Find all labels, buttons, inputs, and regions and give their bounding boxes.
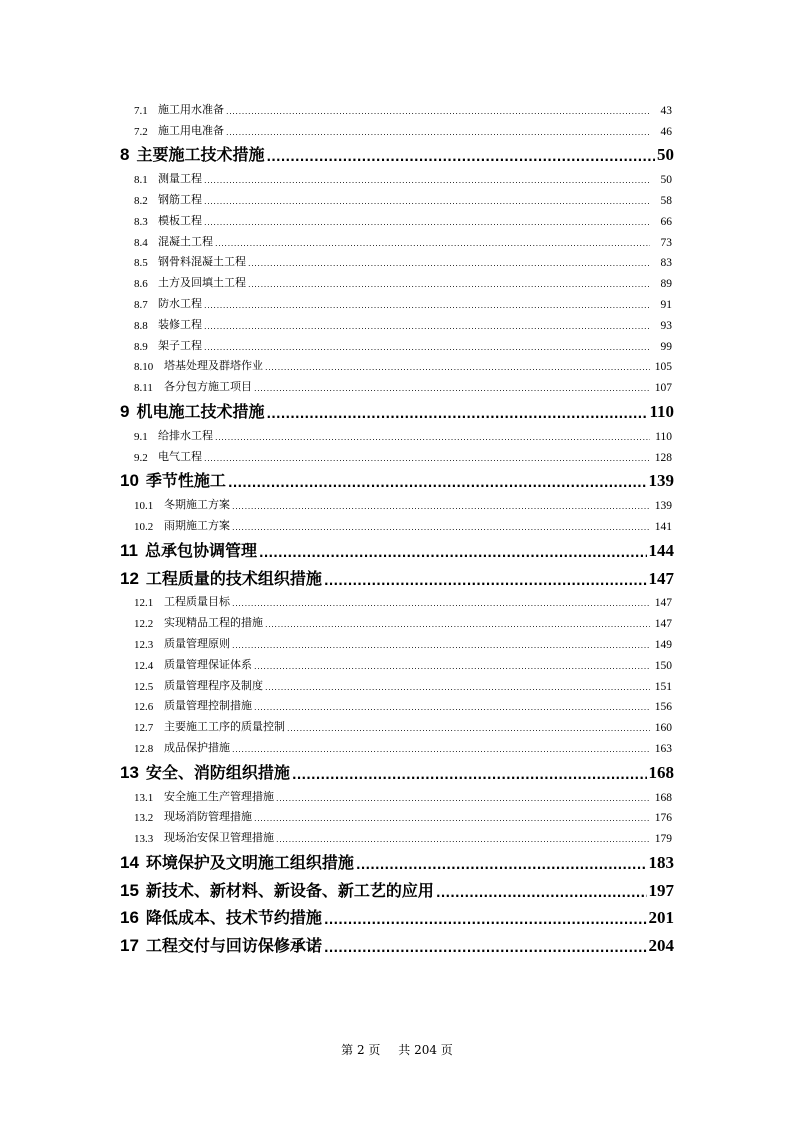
toc-entry-title: 钢筋工程 xyxy=(158,192,202,206)
toc-entry-page-number: 197 xyxy=(648,880,674,900)
toc-entry-page-number: 99 xyxy=(652,341,674,353)
toc-entry-title: 测量工程 xyxy=(158,172,202,186)
toc-section-entry[interactable] xyxy=(120,249,674,270)
toc-chapter-entry[interactable] xyxy=(120,561,674,589)
toc-entry-title: 降低成本、技术节约措施 xyxy=(146,905,322,928)
toc-dot-leader xyxy=(254,700,650,713)
toc-entry-page-number: 46 xyxy=(652,126,674,138)
toc-section-entry[interactable] xyxy=(120,609,674,630)
toc-entry-page-number: 128 xyxy=(652,452,674,464)
toc-entry-title: 架子工程 xyxy=(158,338,202,352)
toc-section-entry[interactable] xyxy=(120,512,674,533)
toc-entry-page-number: 149 xyxy=(652,639,674,651)
toc-entry-page-number: 66 xyxy=(652,216,674,228)
toc-entry-number: 12.5 xyxy=(134,681,160,693)
toc-dot-leader xyxy=(324,570,647,589)
toc-entry-number: 9.2 xyxy=(134,452,154,464)
toc-section-entry[interactable] xyxy=(120,672,674,693)
toc-entry-title: 施工用水准备 xyxy=(158,102,224,116)
toc-section-entry[interactable] xyxy=(120,332,674,353)
toc-entry-title: 主要施工技术措施 xyxy=(136,142,264,165)
toc-entry-title: 安全、消防组织措施 xyxy=(146,760,290,783)
toc-entry-title: 主要施工工序的质量控制 xyxy=(164,720,285,734)
toc-dot-leader xyxy=(276,791,650,804)
toc-entry-number: 8.2 xyxy=(134,195,154,207)
toc-entry-page-number: 93 xyxy=(652,320,674,332)
toc-entry-page-number: 176 xyxy=(652,812,674,824)
toc-entry-title: 给排水工程 xyxy=(158,428,213,442)
toc-section-entry[interactable] xyxy=(120,353,674,374)
toc-section-entry[interactable] xyxy=(120,589,674,610)
toc-section-entry[interactable] xyxy=(120,373,674,394)
toc-dot-leader xyxy=(276,832,650,845)
toc-entry-page-number: 147 xyxy=(652,597,674,609)
toc-entry-title: 质量管理控制措施 xyxy=(164,699,252,713)
toc-entry-number: 12.6 xyxy=(134,701,160,713)
toc-entry-title: 质量管理原则 xyxy=(164,636,230,650)
toc-entry-page-number: 147 xyxy=(648,568,674,588)
toc-entry-title: 总承包协调管理 xyxy=(145,538,257,561)
toc-dot-leader xyxy=(265,617,650,630)
toc-entry-title: 雨期施工方案 xyxy=(164,518,230,532)
toc-entry-title: 电气工程 xyxy=(158,449,202,463)
toc-entry-page-number: 144 xyxy=(648,540,674,560)
toc-entry-number: 12.8 xyxy=(134,743,160,755)
toc-chapter-entry[interactable] xyxy=(120,755,674,783)
toc-entry-page-number: 50 xyxy=(652,174,674,186)
toc-chapter-entry[interactable] xyxy=(120,533,674,561)
toc-entry-page-number: 168 xyxy=(648,762,674,782)
toc-dot-leader xyxy=(266,403,647,422)
toc-dot-leader xyxy=(204,215,650,228)
toc-entry-number: 10.2 xyxy=(134,521,160,533)
toc-dot-leader xyxy=(265,680,650,693)
toc-dot-leader xyxy=(324,937,647,956)
toc-dot-leader xyxy=(232,638,650,651)
toc-entry-page-number: 151 xyxy=(652,681,674,693)
toc-entry-page-number: 160 xyxy=(652,722,674,734)
toc-entry-title: 工程质量的技术组织措施 xyxy=(146,566,322,589)
toc-entry-title: 塔基处理及群塔作业 xyxy=(164,359,263,373)
toc-dot-leader xyxy=(292,764,647,783)
toc-chapter-entry[interactable] xyxy=(120,138,674,166)
toc-entry-number: 8.6 xyxy=(134,278,154,290)
toc-entry-page-number: 147 xyxy=(652,618,674,630)
toc-entry-page-number: 58 xyxy=(652,195,674,207)
toc-section-entry[interactable] xyxy=(120,804,674,825)
toc-section-entry[interactable] xyxy=(120,651,674,672)
toc-dot-leader xyxy=(248,277,650,290)
toc-entry-page-number: 105 xyxy=(652,361,674,373)
toc-entry-title: 施工用电准备 xyxy=(158,123,224,137)
toc-entry-number: 15 xyxy=(120,880,139,900)
toc-entry-number: 8.5 xyxy=(134,257,154,269)
toc-entry-title: 环境保护及文明施工组织措施 xyxy=(146,850,354,873)
toc-entry-number: 12.2 xyxy=(134,618,160,630)
toc-entry-number: 8.8 xyxy=(134,320,154,332)
toc-chapter-entry[interactable] xyxy=(120,901,674,929)
toc-dot-leader xyxy=(204,451,650,464)
toc-entry-number: 10.1 xyxy=(134,500,160,512)
toc-entry-title: 各分包方施工项目 xyxy=(164,380,252,394)
toc-section-entry[interactable] xyxy=(120,713,674,734)
toc-dot-leader xyxy=(226,104,650,117)
toc-entry-number: 14 xyxy=(120,852,139,872)
toc-entry-number: 13 xyxy=(120,762,139,782)
toc-dot-leader xyxy=(254,811,650,824)
toc-dot-leader xyxy=(436,882,647,901)
toc-dot-leader xyxy=(254,659,650,672)
toc-entry-number: 12.3 xyxy=(134,639,160,651)
toc-entry-page-number: 110 xyxy=(652,431,674,443)
toc-section-entry[interactable] xyxy=(120,630,674,651)
toc-entry-number: 8.9 xyxy=(134,341,154,353)
toc-dot-leader xyxy=(248,256,650,269)
toc-section-entry[interactable] xyxy=(120,117,674,138)
toc-section-entry[interactable] xyxy=(120,186,674,207)
current-page-label: 第 2 页 xyxy=(341,1043,381,1057)
toc-section-entry[interactable] xyxy=(120,824,674,845)
toc-dot-leader xyxy=(266,146,655,165)
toc-section-entry[interactable] xyxy=(120,228,674,249)
toc-dot-leader xyxy=(204,298,650,311)
toc-dot-leader xyxy=(259,542,647,561)
toc-dot-leader xyxy=(265,360,650,373)
table-of-contents xyxy=(120,96,674,956)
toc-section-entry[interactable] xyxy=(120,443,674,464)
toc-dot-leader xyxy=(232,520,650,533)
toc-entry-page-number: 43 xyxy=(652,105,674,117)
toc-entry-page-number: 89 xyxy=(652,278,674,290)
toc-section-entry[interactable] xyxy=(120,783,674,804)
page-footer xyxy=(0,1041,794,1058)
toc-dot-leader xyxy=(356,854,647,873)
toc-entry-number: 10 xyxy=(120,471,139,491)
toc-entry-number: 7.2 xyxy=(134,126,154,138)
toc-entry-page-number: 50 xyxy=(657,145,674,165)
toc-entry-page-number: 156 xyxy=(652,701,674,713)
toc-dot-leader xyxy=(204,340,650,353)
toc-entry-page-number: 139 xyxy=(648,471,674,491)
toc-entry-page-number: 150 xyxy=(652,660,674,672)
toc-dot-leader xyxy=(215,430,650,443)
toc-chapter-entry[interactable] xyxy=(120,464,674,492)
toc-entry-number: 13.2 xyxy=(134,812,160,824)
toc-entry-page-number: 107 xyxy=(652,382,674,394)
total-pages-label: 共 204 页 xyxy=(398,1043,453,1057)
toc-entry-title: 模板工程 xyxy=(158,213,202,227)
toc-entry-title: 实现精品工程的措施 xyxy=(164,616,263,630)
toc-entry-number: 12.7 xyxy=(134,722,160,734)
toc-entry-number: 12 xyxy=(120,568,139,588)
toc-entry-page-number: 201 xyxy=(648,908,674,928)
toc-dot-leader xyxy=(228,472,647,491)
toc-section-entry[interactable] xyxy=(120,96,674,117)
toc-dot-leader xyxy=(226,125,650,138)
toc-entry-title: 质量管理程序及制度 xyxy=(164,678,263,692)
toc-chapter-entry[interactable] xyxy=(120,928,674,956)
toc-section-entry[interactable] xyxy=(120,165,674,186)
toc-section-entry[interactable] xyxy=(120,269,674,290)
toc-chapter-entry[interactable] xyxy=(120,873,674,901)
toc-entry-title: 成品保护措施 xyxy=(164,740,230,754)
toc-dot-leader xyxy=(204,173,650,186)
toc-entry-title: 新技术、新材料、新设备、新工艺的应用 xyxy=(146,878,434,901)
toc-entry-page-number: 73 xyxy=(652,237,674,249)
toc-entry-page-number: 83 xyxy=(652,257,674,269)
toc-section-entry[interactable] xyxy=(120,491,674,512)
toc-entry-title: 工程交付与回访保修承诺 xyxy=(146,933,322,956)
toc-entry-title: 土方及回填土工程 xyxy=(158,276,246,290)
toc-entry-number: 8.10 xyxy=(134,361,160,373)
toc-section-entry[interactable] xyxy=(120,734,674,755)
toc-section-entry[interactable] xyxy=(120,207,674,228)
toc-section-entry[interactable] xyxy=(120,693,674,714)
toc-entry-number: 9 xyxy=(120,401,130,421)
toc-dot-leader xyxy=(232,499,650,512)
toc-entry-title: 防水工程 xyxy=(158,296,202,310)
toc-chapter-entry[interactable] xyxy=(120,394,674,422)
toc-entry-page-number: 141 xyxy=(652,521,674,533)
toc-entry-number: 8.4 xyxy=(134,237,154,249)
toc-entry-title: 季节性施工 xyxy=(146,468,226,491)
toc-entry-number: 11 xyxy=(120,540,138,560)
toc-entry-page-number: 91 xyxy=(652,299,674,311)
toc-entry-page-number: 110 xyxy=(649,401,674,421)
toc-entry-page-number: 204 xyxy=(648,936,674,956)
toc-entry-title: 机电施工技术措施 xyxy=(136,399,264,422)
toc-entry-number: 8.3 xyxy=(134,216,154,228)
toc-dot-leader xyxy=(232,742,650,755)
toc-section-entry[interactable] xyxy=(120,290,674,311)
toc-entry-page-number: 139 xyxy=(652,500,674,512)
toc-chapter-entry[interactable] xyxy=(120,845,674,873)
toc-entry-number: 8 xyxy=(120,145,130,165)
toc-entry-number: 12.1 xyxy=(134,597,160,609)
toc-entry-title: 冬期施工方案 xyxy=(164,498,230,512)
toc-section-entry[interactable] xyxy=(120,422,674,443)
toc-entry-number: 13.3 xyxy=(134,833,160,845)
toc-entry-title: 安全施工生产管理措施 xyxy=(164,789,274,803)
toc-entry-title: 混凝土工程 xyxy=(158,234,213,248)
toc-dot-leader xyxy=(324,909,647,928)
toc-entry-page-number: 183 xyxy=(648,852,674,872)
toc-dot-leader xyxy=(232,596,650,609)
toc-entry-number: 12.4 xyxy=(134,660,160,672)
toc-entry-title: 工程质量目标 xyxy=(164,595,230,609)
toc-entry-number: 13.1 xyxy=(134,792,160,804)
toc-entry-number: 17 xyxy=(120,936,139,956)
toc-entry-number: 9.1 xyxy=(134,431,154,443)
toc-entry-page-number: 168 xyxy=(652,792,674,804)
toc-section-entry[interactable] xyxy=(120,311,674,332)
toc-dot-leader xyxy=(287,721,650,734)
toc-entry-number: 8.1 xyxy=(134,174,154,186)
toc-entry-title: 钢骨料混凝土工程 xyxy=(158,255,246,269)
toc-entry-title: 现场消防管理措施 xyxy=(164,810,252,824)
toc-entry-number: 16 xyxy=(120,908,139,928)
toc-dot-leader xyxy=(204,319,650,332)
toc-entry-page-number: 163 xyxy=(652,743,674,755)
toc-dot-leader xyxy=(215,236,650,249)
toc-entry-title: 装修工程 xyxy=(158,317,202,331)
toc-entry-page-number: 179 xyxy=(652,833,674,845)
toc-entry-number: 7.1 xyxy=(134,105,154,117)
toc-entry-number: 8.7 xyxy=(134,299,154,311)
toc-entry-number: 8.11 xyxy=(134,382,160,394)
toc-entry-title: 现场治安保卫管理措施 xyxy=(164,831,274,845)
toc-entry-title: 质量管理保证体系 xyxy=(164,657,252,671)
toc-dot-leader xyxy=(204,194,650,207)
toc-dot-leader xyxy=(254,381,650,394)
